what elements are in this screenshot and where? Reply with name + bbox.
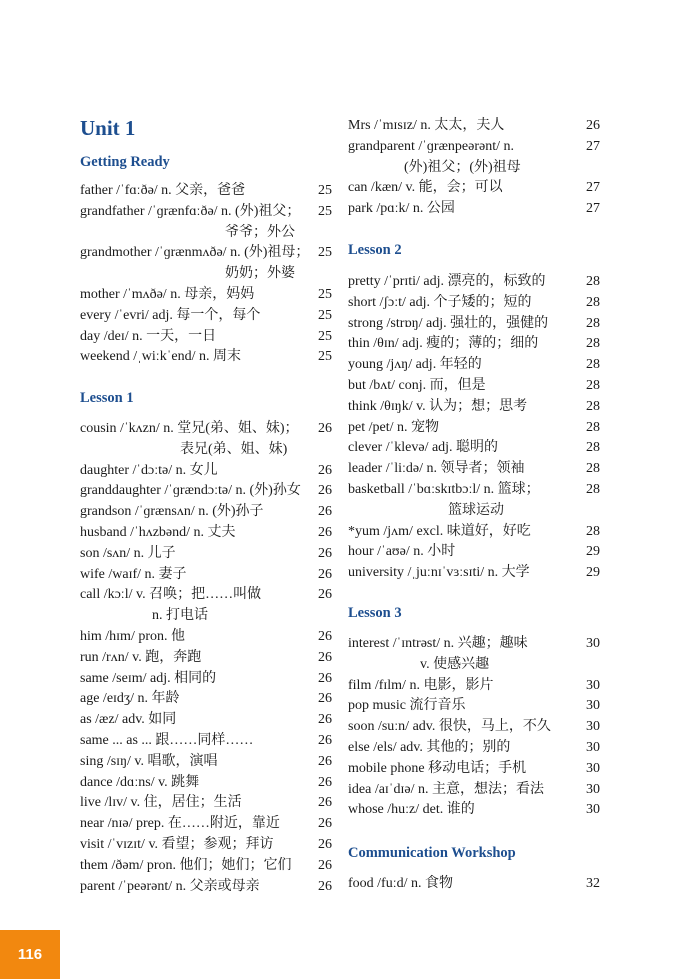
vocab-text: soon /suːn/ adv. 很快，马上，不久: [348, 719, 551, 735]
vocab-entry: [80, 347, 332, 367]
vocab-text: grandparent /ˈɡrænpeərənt/ n.: [348, 138, 514, 154]
vocab-text: grandfather /ˈɡrænfɑːðə/ n. (外)祖父；: [80, 203, 301, 219]
vocab-text: short /ʃɔːt/ adj. 个子矮的；短的: [348, 294, 532, 310]
section-heading-communication-workshop: Communication Workshop: [348, 845, 516, 861]
vocab-entry: [348, 800, 600, 820]
vocab-text: hour /ˈaʊə/ n. 小时: [348, 544, 456, 560]
vocab-page-ref: 26: [318, 483, 332, 499]
vocab-entry: [80, 710, 332, 730]
vocab-text: pretty /ˈprɪti/ adj. 漂亮的，标致的: [348, 274, 546, 289]
vocab-text: run /rʌn/ v. 跑，奔跑: [80, 649, 202, 665]
vocab-text: day /deɪ/ n. 一天，一日: [80, 328, 217, 344]
vocab-entry: [348, 563, 600, 583]
vocab-entry: [80, 627, 332, 647]
vocab-continuation: 表兄(弟、姐、妹): [180, 441, 288, 457]
vocab-entry: [80, 814, 332, 834]
vocab-page-ref: 26: [318, 421, 332, 436]
vocab-text: grandmother /ˈɡrænmʌðə/ n. (外)祖母；: [80, 245, 310, 261]
vocab-text: whose /huːz/ det. 谁的: [348, 802, 475, 818]
section-heading-lesson1: Lesson 1: [80, 390, 134, 406]
vocab-text: granddaughter /ˈɡrændɔːtə/ n. (外)孙女: [80, 483, 301, 499]
vocab-entry: [80, 669, 332, 689]
vocab-entry: [348, 137, 600, 157]
vocab-page-ref: 26: [318, 753, 332, 769]
vocab-page-ref: 30: [586, 802, 600, 818]
vocab-page-ref: 26: [318, 691, 332, 707]
vocab-entry: [80, 202, 332, 222]
vocab-entry: [348, 293, 600, 313]
vocab-continuation: v. 使感兴趣: [420, 656, 490, 672]
vocab-page-ref: 28: [586, 378, 600, 393]
vocab-entry: [348, 116, 600, 136]
vocab-entry: [348, 199, 600, 219]
page-number-badge: [0, 930, 60, 979]
vocab-entry: [80, 773, 332, 793]
vocab-entry: [348, 355, 600, 375]
vocab-text: pet /pet/ n. 宠物: [348, 419, 439, 435]
vocab-text: dance /dɑːns/ v. 跳舞: [80, 774, 200, 790]
vocab-page-ref: 29: [586, 544, 600, 560]
vocab-page-ref: 25: [318, 203, 332, 219]
vocab-entry: [80, 306, 332, 326]
vocab-page-ref: 30: [586, 740, 600, 755]
vocab-page-ref: 28: [586, 440, 600, 456]
vocab-page-ref: 25: [318, 349, 332, 365]
vocab-entry: [80, 731, 332, 751]
vocab-text: thin /θɪn/ adj. 瘦的；薄的；细的: [348, 336, 539, 352]
vocab-page-ref: 28: [586, 357, 600, 373]
vocab-entry: [80, 181, 332, 201]
vocab-page-ref: 25: [318, 328, 332, 344]
vocab-entry: [80, 877, 332, 897]
vocab-entry: [80, 565, 332, 585]
vocab-entry: [80, 285, 332, 305]
vocab-page-ref: 25: [318, 307, 332, 323]
vocab-text: live /lɪv/ v. 住，居住；生活: [80, 795, 242, 811]
vocab-text: visit /ˈvɪzɪt/ v. 看望；参观；拜访: [80, 837, 274, 852]
vocab-entry: [348, 759, 600, 779]
vocab-text: son /sʌn/ n. 儿子: [80, 545, 176, 561]
vocab-page-ref: 26: [318, 712, 332, 728]
vocab-text: every /ˈevri/ adj. 每一个，每个: [80, 307, 261, 323]
vocab-entry: [80, 544, 332, 564]
vocab-text: food /fuːd/ n. 食物: [348, 876, 453, 891]
vocab-text: father /ˈfɑːðə/ n. 父亲，爸爸: [80, 183, 246, 198]
vocab-entry: [348, 676, 600, 696]
vocab-page-ref: 28: [586, 419, 600, 435]
vocab-text: them /ðəm/ pron. 他们；她们；它们: [80, 857, 292, 873]
vocab-page-ref: 26: [318, 670, 332, 686]
vocab-continuation: 篮球运动: [448, 502, 504, 518]
vocab-entry: [80, 419, 332, 439]
vocab-text: but /bʌt/ conj. 而，但是: [348, 378, 486, 393]
vocab-entry: [80, 793, 332, 813]
vocab-page-ref: 26: [318, 629, 332, 644]
vocab-entry: [348, 272, 600, 292]
vocab-page-ref: 32: [586, 876, 600, 891]
vocab-text: wife /waɪf/ n. 妻子: [80, 566, 187, 582]
vocab-page-ref: 26: [318, 545, 332, 561]
vocab-text: pop music 流行音乐: [348, 698, 466, 714]
vocab-entry: [80, 481, 332, 501]
vocab-page-ref: 26: [318, 566, 332, 582]
vocab-entry: [80, 502, 332, 522]
vocab-page-ref: 30: [586, 677, 600, 693]
vocab-page-ref: 26: [318, 733, 332, 748]
vocab-text: university /ˌjuːnɪˈvɜːsɪti/ n. 大学: [348, 565, 530, 581]
vocab-entry: [348, 717, 600, 737]
vocab-text: strong /strɒŋ/ adj. 强壮的，强健的: [348, 315, 549, 331]
vocab-text: park /pɑːk/ n. 公园: [348, 201, 455, 217]
vocab-entry: [348, 376, 600, 396]
vocab-page-ref: 28: [586, 336, 600, 352]
vocab-page-ref: 26: [318, 774, 332, 790]
vocab-text: young /jʌŋ/ adj. 年轻的: [348, 357, 482, 373]
vocab-page-ref: 27: [586, 138, 600, 154]
vocab-text: *yum /jʌm/ excl. 味道好，好吃: [348, 523, 531, 539]
vocab-text: husband /ˈhʌzbənd/ n. 丈夫: [80, 525, 236, 540]
vocab-entry: [348, 874, 600, 894]
vocab-page-ref: 26: [318, 878, 332, 894]
vocab-page-ref: 30: [586, 781, 600, 797]
vocab-entry: [348, 738, 600, 758]
vocab-text: weekend /ˌwiːkˈend/ n. 周末: [80, 349, 241, 365]
vocab-entry: [80, 752, 332, 772]
vocab-page-ref: 27: [586, 180, 600, 196]
vocab-text: cousin /ˈkʌzn/ n. 堂兄(弟、姐、妹)；: [80, 421, 299, 436]
vocab-text: sing /sɪŋ/ v. 唱歌，演唱: [80, 753, 218, 769]
vocab-entry: [348, 459, 600, 479]
vocab-text: Mrs /ˈmɪsɪz/ n. 太太，夫人: [348, 118, 505, 133]
vocab-entry: [80, 585, 332, 605]
vocab-text: parent /ˈpeərənt/ n. 父亲或母亲: [80, 878, 260, 894]
vocab-entry: [348, 542, 600, 562]
vocab-text: interest /ˈɪntrəst/ n. 兴趣；趣味: [348, 636, 528, 651]
vocab-text: mother /ˈmʌðə/ n. 母亲，妈妈: [80, 287, 255, 302]
vocab-entry: [348, 178, 600, 198]
vocab-page-ref: 26: [318, 795, 332, 811]
vocab-page-ref: 26: [318, 525, 332, 540]
vocab-page-ref: 28: [586, 294, 600, 310]
vocab-page-ref: 25: [318, 287, 332, 302]
vocab-text: same ... as ... 跟……同样……: [80, 733, 254, 748]
vocab-entry: [80, 523, 332, 543]
vocab-entry: [348, 438, 600, 458]
vocab-page-ref: 26: [318, 816, 332, 832]
vocab-page-ref: 30: [586, 719, 600, 735]
vocab-page-ref: 26: [318, 504, 332, 520]
vocab-text: clever /ˈklevə/ adj. 聪明的: [348, 440, 499, 456]
vocab-page-ref: 28: [586, 398, 600, 414]
vocab-text: film /fɪlm/ n. 电影，影片: [348, 677, 494, 693]
vocab-entry: [348, 634, 600, 654]
vocab-text: think /θɪŋk/ v. 认为；想；思考: [348, 398, 528, 414]
vocab-text: age /eɪdʒ/ n. 年龄: [80, 691, 180, 707]
vocab-text: leader /ˈliːdə/ n. 领导者；领袖: [348, 461, 525, 477]
vocab-page-ref: 25: [318, 245, 332, 261]
vocab-entry: [80, 856, 332, 876]
vocab-page-ref: 26: [318, 462, 332, 478]
vocab-page-ref: 28: [586, 482, 600, 497]
vocab-text: same /seɪm/ adj. 相同的: [80, 670, 217, 686]
vocab-continuation: n. 打电话: [152, 608, 208, 624]
vocab-page-ref: 28: [586, 523, 600, 539]
vocab-page-ref: 26: [318, 857, 332, 873]
vocab-page-ref: 27: [586, 201, 600, 217]
vocab-text: him /hɪm/ pron. 他: [80, 629, 185, 644]
vocab-page-ref: 28: [586, 461, 600, 477]
vocab-entry: [80, 243, 332, 263]
vocab-entry: [348, 314, 600, 334]
vocab-entry: [348, 334, 600, 354]
section-heading-lesson2: Lesson 2: [348, 242, 402, 258]
vocab-text: near /nɪə/ prep. 在……附近，靠近: [80, 816, 280, 832]
vocab-page-ref: 30: [586, 698, 600, 714]
vocab-text: grandson /ˈɡrænsʌn/ n. (外)孙子: [80, 504, 264, 520]
vocab-page-ref: 25: [318, 183, 332, 198]
vocab-page-ref: 29: [586, 565, 600, 581]
vocab-text: basketball /ˈbɑːskɪtbɔːl/ n. 篮球；: [348, 482, 540, 497]
vocab-page-ref: 26: [318, 837, 332, 852]
vocab-entry: [80, 327, 332, 347]
section-heading-getting-ready: Getting Ready: [80, 154, 170, 170]
vocab-page-ref: 30: [586, 636, 600, 651]
vocab-page-ref: 26: [318, 649, 332, 665]
page-number: 116: [17, 946, 43, 963]
vocab-text: idea /aɪˈdɪə/ n. 主意，想法；看法: [348, 781, 544, 797]
vocab-entry: [80, 461, 332, 481]
vocab-text: mobile phone 移动电话；手机: [348, 760, 527, 776]
vocab-continuation: 爷爷；外公: [225, 224, 295, 240]
vocab-entry: [80, 835, 332, 855]
vocab-text: else /els/ adv. 其他的；别的: [348, 740, 511, 755]
vocab-text: as /æz/ adv. 如同: [80, 712, 177, 728]
vocab-entry: [80, 689, 332, 709]
vocab-page-ref: 28: [586, 315, 600, 331]
unit-title: Unit 1: [80, 116, 136, 140]
vocab-continuation: (外)祖父；(外)祖母: [404, 159, 521, 175]
vocab-text: daughter /ˈdɔːtə/ n. 女儿: [80, 462, 218, 478]
vocab-text: call /kɔːl/ v. 召唤；把……叫做: [80, 587, 262, 603]
vocab-entry: [348, 696, 600, 716]
vocab-page-ref: 26: [318, 587, 332, 603]
vocab-page-ref: 30: [586, 760, 600, 776]
vocab-page-ref: 26: [586, 118, 600, 133]
vocab-page-ref: 28: [586, 274, 600, 289]
vocab-text: can /kæn/ v. 能，会；可以: [348, 180, 503, 196]
vocab-entry: [348, 522, 600, 542]
vocab-entry: [348, 397, 600, 417]
vocab-entry: [348, 418, 600, 438]
vocab-entry: [348, 480, 600, 500]
vocab-entry: [80, 648, 332, 668]
vocab-continuation: 奶奶；外婆: [225, 266, 295, 282]
section-heading-lesson3: Lesson 3: [348, 605, 402, 621]
vocab-entry: [348, 780, 600, 800]
